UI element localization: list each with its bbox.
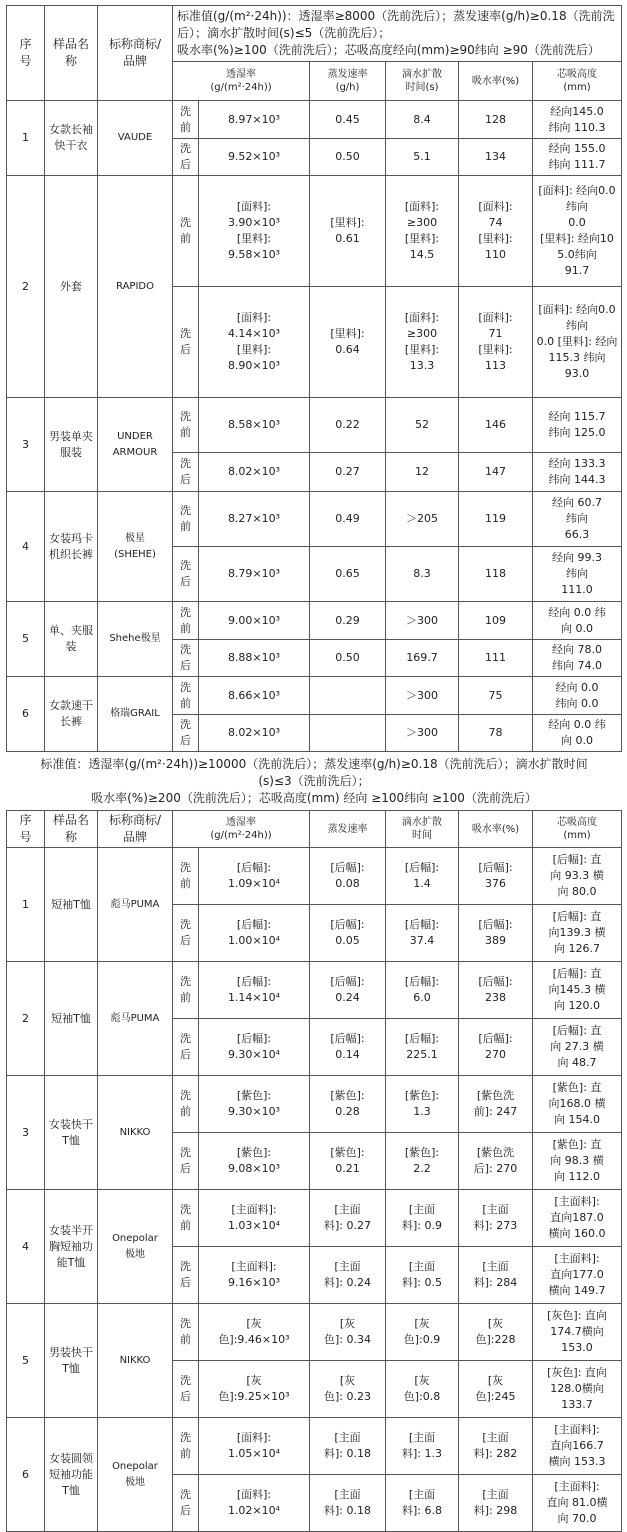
sample-no: 3 (7, 1076, 45, 1190)
wash-label: 洗 前 (173, 962, 199, 1019)
evaporation-value: 0.45 (310, 101, 386, 139)
permeability-value: [面料]: 3.90×10³ [里料]: 9.58×10³ (199, 176, 310, 287)
wash-label: 洗 前 (173, 602, 199, 640)
sample-name: 男装快干T恤 (45, 1304, 98, 1418)
sample-brand: Shehe极星 (98, 602, 173, 677)
wash-label: 洗 前 (173, 677, 199, 715)
permeability-value: 8.79×10³ (199, 547, 310, 602)
header-no: 序 号 (7, 811, 45, 848)
sample-name: 女装玛卡机织长裤 (45, 492, 98, 602)
absorption-value: 109 (459, 602, 533, 640)
absorption-value: 111 (459, 640, 533, 677)
sample-name: 女款长袖快干衣 (45, 101, 98, 176)
evaporation-value (310, 677, 386, 715)
wicking-value: [紫色]: 直 向168.0 横 向 154.0 (533, 1076, 622, 1133)
sample-name: 短袖T恤 (45, 848, 98, 962)
absorption-value: 128 (459, 101, 533, 139)
permeability-value: 8.88×10³ (199, 640, 310, 677)
sample-brand: VAUDE (98, 101, 173, 176)
absorption-value: [面料]: 74 [里料]: 110 (459, 176, 533, 287)
table2-body (7, 811, 622, 1532)
absorption-value: [后幅]: 238 (459, 962, 533, 1019)
evaporation-value: [灰 色]: 0.34 (310, 1304, 386, 1361)
permeability-value: 8.97×10³ (199, 101, 310, 139)
wicking-value: [灰色]: 直向 128.0横向 133.7 (533, 1361, 622, 1418)
absorption-value: [灰 色]:245 (459, 1361, 533, 1418)
table-row (7, 492, 622, 547)
header-row (7, 811, 622, 848)
absorption-value: [主面 料]: 284 (459, 1247, 533, 1304)
diffusion-value: [主面 料]: 0.5 (386, 1247, 459, 1304)
wash-label: 洗 前 (173, 848, 199, 905)
wicking-value: [后幅]: 直 向 27.3 横 向 48.7 (533, 1019, 622, 1076)
table-row (7, 1076, 622, 1133)
wash-label: 洗 前 (173, 1076, 199, 1133)
evaporation-value: 0.50 (310, 640, 386, 677)
header-brand: 标称商标/ 品牌 (98, 6, 173, 101)
evaporation-value: [紫色]: 0.28 (310, 1076, 386, 1133)
wicking-value: 经向 0.0 纬 向 0.0 (533, 602, 622, 640)
absorption-value: [主面 料]: 273 (459, 1190, 533, 1247)
permeability-value: 8.58×10³ (199, 398, 310, 453)
wash-label: 洗 后 (173, 1361, 199, 1418)
evaporation-value: 0.29 (310, 602, 386, 640)
evaporation-value: [主面 料]: 0.27 (310, 1190, 386, 1247)
diffusion-value: 8.3 (386, 547, 459, 602)
wash-label: 洗 前 (173, 176, 199, 287)
absorption-value: [主面 料]: 282 (459, 1418, 533, 1475)
table1-body (7, 6, 622, 752)
standard-values: 标准值(g/(m²·24h))：透湿率≥8000（洗前洗后）；蒸发速率(g/h)≥0.18（洗前洗后）；滴水扩散时间(s)≤5（洗前洗后）； 吸水率(%)≥100（洗前洗后）；芯吸高度经向(mm)≥90纬向 ≥90（洗前洗后） (173, 6, 622, 62)
evaporation-value: 0.65 (310, 547, 386, 602)
sample-name: 女装圆领短袖功能T恤 (45, 1418, 98, 1532)
absorption-value: 75 (459, 677, 533, 715)
wicking-value: 经向 133.3 纬向 144.3 (533, 453, 622, 492)
results-table (6, 5, 622, 1532)
sample-name: 女装快干T恤 (45, 1076, 98, 1190)
evaporation-value: 0.50 (310, 139, 386, 176)
wash-label: 洗 后 (173, 640, 199, 677)
sample-brand: 彪马PUMA (98, 962, 173, 1076)
table-row (7, 848, 622, 905)
header-absorption: 吸水率(%) (459, 811, 533, 848)
permeability-value: 8.27×10³ (199, 492, 310, 547)
table-row (7, 176, 622, 287)
wicking-value: [紫色]: 直 向 98.3 横 向 112.0 (533, 1133, 622, 1190)
diffusion-value: [后幅]: 6.0 (386, 962, 459, 1019)
sample-name: 男装单夹服装 (45, 398, 98, 492)
absorption-value: 146 (459, 398, 533, 453)
wicking-value: 经向 78.0 纬向 74.0 (533, 640, 622, 677)
absorption-value: 119 (459, 492, 533, 547)
header-permeability: 透湿率 (g/(m²·24h)) (173, 62, 310, 101)
wash-label: 洗 后 (173, 139, 199, 176)
header-permeability: 透湿率 (g/(m²·24h)) (173, 811, 310, 848)
wicking-value: [主面料]: 直向177.0 横向 149.7 (533, 1247, 622, 1304)
wicking-value: [后幅]: 直 向 93.3 横 向 80.0 (533, 848, 622, 905)
sample-name: 短袖T恤 (45, 962, 98, 1076)
table-row (7, 962, 622, 1019)
test-results-document (6, 5, 621, 1525)
evaporation-value: 0.22 (310, 398, 386, 453)
wash-label: 洗 前 (173, 398, 199, 453)
evaporation-value: [后幅]: 0.24 (310, 962, 386, 1019)
sample-brand: NIKKO (98, 1304, 173, 1418)
evaporation-value (310, 715, 386, 752)
table-row (7, 1418, 622, 1475)
sample-no: 1 (7, 848, 45, 962)
permeability-value: [紫色]: 9.30×10³ (199, 1076, 310, 1133)
evaporation-value: 0.49 (310, 492, 386, 547)
sample-brand: NIKKO (98, 1076, 173, 1190)
sample-name: 单、夹服装 (45, 602, 98, 677)
permeability-value: [主面料]: 9.16×10³ (199, 1247, 310, 1304)
table-row (7, 602, 622, 640)
wash-label: 洗 后 (173, 1133, 199, 1190)
header-name: 样品名 称 (45, 6, 98, 101)
diffusion-value: ＞300 (386, 715, 459, 752)
permeability-value: 8.02×10³ (199, 715, 310, 752)
permeability-value: [后幅]: 1.09×10⁴ (199, 848, 310, 905)
diffusion-value: [后幅]: 1.4 (386, 848, 459, 905)
wash-label: 洗 后 (173, 905, 199, 962)
evaporation-value: 0.27 (310, 453, 386, 492)
evaporation-value: [后幅]: 0.14 (310, 1019, 386, 1076)
header-wicking: 芯吸高度 (mm) (533, 811, 622, 848)
header-evaporation: 蒸发速率 (g/h) (310, 62, 386, 101)
permeability-value: [后幅]: 9.30×10⁴ (199, 1019, 310, 1076)
permeability-value: [面料]: 1.05×10⁴ (199, 1418, 310, 1475)
wash-label: 洗 后 (173, 547, 199, 602)
sample-no: 3 (7, 398, 45, 492)
header-brand: 标称商标/ 品牌 (98, 811, 173, 848)
diffusion-value: [紫色]: 1.3 (386, 1076, 459, 1133)
diffusion-value: [面料]: ≥300 [里料]: 13.3 (386, 287, 459, 398)
diffusion-value: ＞205 (386, 492, 459, 547)
evaporation-value: [里料]: 0.64 (310, 287, 386, 398)
wash-label: 洗 前 (173, 101, 199, 139)
wicking-value: 经向 155.0 纬向 111.7 (533, 139, 622, 176)
wash-label: 洗 前 (173, 492, 199, 547)
absorption-value: 78 (459, 715, 533, 752)
sample-brand: Onepolar 极地 (98, 1418, 173, 1532)
table2-standard-row (7, 752, 622, 811)
permeability-value: [后幅]: 1.00×10⁴ (199, 905, 310, 962)
table-row (7, 398, 622, 453)
wicking-value: [主面料]: 直向166.7 横向 153.3 (533, 1418, 622, 1475)
permeability-value: 9.52×10³ (199, 139, 310, 176)
permeability-value: [面料]: 4.14×10³ [里料]: 8.90×10³ (199, 287, 310, 398)
diffusion-value: [紫色]: 2.2 (386, 1133, 459, 1190)
absorption-value: [主面 料]: 298 (459, 1475, 533, 1532)
diffusion-value: ＞300 (386, 677, 459, 715)
absorption-value: 147 (459, 453, 533, 492)
permeability-value: [后幅]: 1.14×10⁴ (199, 962, 310, 1019)
wicking-value: 经向 99.3 纬向 111.0 (533, 547, 622, 602)
evaporation-value: [主面 料]: 0.18 (310, 1418, 386, 1475)
sample-brand: UNDER ARMOUR (98, 398, 173, 492)
absorption-value: [后幅]: 389 (459, 905, 533, 962)
table-row (7, 1190, 622, 1247)
diffusion-value: ＞300 (386, 602, 459, 640)
wicking-value: [后幅]: 直 向145.3 横 向 120.0 (533, 962, 622, 1019)
diffusion-value: [后幅]: 37.4 (386, 905, 459, 962)
sample-no: 2 (7, 176, 45, 398)
absorption-value: 118 (459, 547, 533, 602)
header-name: 样品名 称 (45, 811, 98, 848)
diffusion-value: [主面 料]: 1.3 (386, 1418, 459, 1475)
permeability-value: 8.66×10³ (199, 677, 310, 715)
evaporation-value: [主面 料]: 0.18 (310, 1475, 386, 1532)
wash-label: 洗 前 (173, 1190, 199, 1247)
diffusion-value: [灰 色]:0.8 (386, 1361, 459, 1418)
wicking-value: [主面料]: 直向 81.0横 向 70.0 (533, 1475, 622, 1532)
diffusion-value: 12 (386, 453, 459, 492)
sample-no: 6 (7, 677, 45, 752)
table-row (7, 677, 622, 715)
wash-label: 洗 后 (173, 1475, 199, 1532)
sample-brand: 极星 (SHEHE) (98, 492, 173, 602)
permeability-value: [主面料]: 1.03×10⁴ (199, 1190, 310, 1247)
header-diffusion: 滴水扩散 时间 (386, 811, 459, 848)
absorption-value: [后幅]: 270 (459, 1019, 533, 1076)
diffusion-value: 169.7 (386, 640, 459, 677)
sample-no: 5 (7, 1304, 45, 1418)
sample-no: 1 (7, 101, 45, 176)
absorption-value: [灰 色]:228 (459, 1304, 533, 1361)
wicking-value: 经向 60.7 纬向 66.3 (533, 492, 622, 547)
permeability-value: [面料]: 1.02×10⁴ (199, 1475, 310, 1532)
wash-label: 洗 前 (173, 1304, 199, 1361)
wicking-value: 经向145.0 纬向 110.3 (533, 101, 622, 139)
sample-name: 女款速干长裤 (45, 677, 98, 752)
wicking-value: [主面料]: 直向187.0 横向 160.0 (533, 1190, 622, 1247)
header-row (7, 6, 622, 62)
wash-label: 洗 后 (173, 1247, 199, 1304)
table2-standard-band (7, 752, 622, 811)
permeability-value: [灰 色]:9.46×10³ (199, 1304, 310, 1361)
diffusion-value: 52 (386, 398, 459, 453)
wicking-value: [灰色]: 直向 174.7横向 153.0 (533, 1304, 622, 1361)
wicking-value: [后幅]: 直 向139.3 横 向 126.7 (533, 905, 622, 962)
wicking-value: [面料]: 经向0.0纬向 0.0 [里料]: 经向105.0纬向 91.7 (533, 176, 622, 287)
sample-brand: 格瑞GRAIL (98, 677, 173, 752)
header-no: 序 号 (7, 6, 45, 101)
wicking-value: [面料]: 经向0.0纬向 0.0 [里料]: 经向 115.3 纬向 93.0 (533, 287, 622, 398)
evaporation-value: [紫色]: 0.21 (310, 1133, 386, 1190)
header-diffusion: 滴水扩散 时间(s) (386, 62, 459, 101)
sample-brand: RAPIDO (98, 176, 173, 398)
evaporation-value: [主面 料]: 0.24 (310, 1247, 386, 1304)
permeability-value: 9.00×10³ (199, 602, 310, 640)
table-row (7, 1304, 622, 1361)
absorption-value: [紫色洗 后]: 270 (459, 1133, 533, 1190)
evaporation-value: [里料]: 0.61 (310, 176, 386, 287)
evaporation-value: [后幅]: 0.08 (310, 848, 386, 905)
sample-no: 4 (7, 1190, 45, 1304)
evaporation-value: [灰 色]: 0.23 (310, 1361, 386, 1418)
wash-label: 洗 后 (173, 453, 199, 492)
diffusion-value: 5.1 (386, 139, 459, 176)
evaporation-value: [后幅]: 0.05 (310, 905, 386, 962)
absorption-value: 134 (459, 139, 533, 176)
diffusion-value: [主面 料]: 0.9 (386, 1190, 459, 1247)
table-row (7, 101, 622, 139)
header-absorption: 吸水率(%) (459, 62, 533, 101)
diffusion-value: [灰 色]:0.9 (386, 1304, 459, 1361)
wash-label: 洗 后 (173, 287, 199, 398)
sample-no: 4 (7, 492, 45, 602)
sample-name: 外套 (45, 176, 98, 398)
table2-standard-values: 标准值：透湿率(g/(m²·24h))≥10000（洗前洗后）；蒸发速率(g/h)≥0.18（洗前洗后）；滴水扩散时间 (s)≤3（洗前洗后）； 吸水率(%)≥200（洗前洗后）；芯吸高度(mm) 经向 ≥100纬向 ≥100（洗前洗后） (40, 756, 588, 805)
diffusion-value: 8.4 (386, 101, 459, 139)
wicking-value: 经向 0.0 纬 向 0.0 (533, 715, 622, 752)
diffusion-value: [主面 料]: 6.8 (386, 1475, 459, 1532)
permeability-value: [灰 色]:9.25×10³ (199, 1361, 310, 1418)
header-wicking: 芯吸高度 (mm) (533, 62, 622, 101)
absorption-value: [紫色洗 前]: 247 (459, 1076, 533, 1133)
header-evaporation: 蒸发速率 (310, 811, 386, 848)
sample-name: 女装半开胸短袖功能T恤 (45, 1190, 98, 1304)
wash-label: 洗 后 (173, 715, 199, 752)
diffusion-value: [面料]: ≥300 [里料]: 14.5 (386, 176, 459, 287)
sample-no: 6 (7, 1418, 45, 1532)
diffusion-value: [后幅]: 225.1 (386, 1019, 459, 1076)
sample-brand: 彪马PUMA (98, 848, 173, 962)
wicking-value: 经向 0.0 纬向 0.0 (533, 677, 622, 715)
sample-brand: Onepolar 极地 (98, 1190, 173, 1304)
absorption-value: [后幅]: 376 (459, 848, 533, 905)
absorption-value: [面料]: 71 [里料]: 113 (459, 287, 533, 398)
permeability-value: 8.02×10³ (199, 453, 310, 492)
wash-label: 洗 后 (173, 1019, 199, 1076)
wash-label: 洗 前 (173, 1418, 199, 1475)
permeability-value: [紫色]: 9.08×10³ (199, 1133, 310, 1190)
wicking-value: 经向 115.7 纬向 125.0 (533, 398, 622, 453)
sample-no: 2 (7, 962, 45, 1076)
sample-no: 5 (7, 602, 45, 677)
